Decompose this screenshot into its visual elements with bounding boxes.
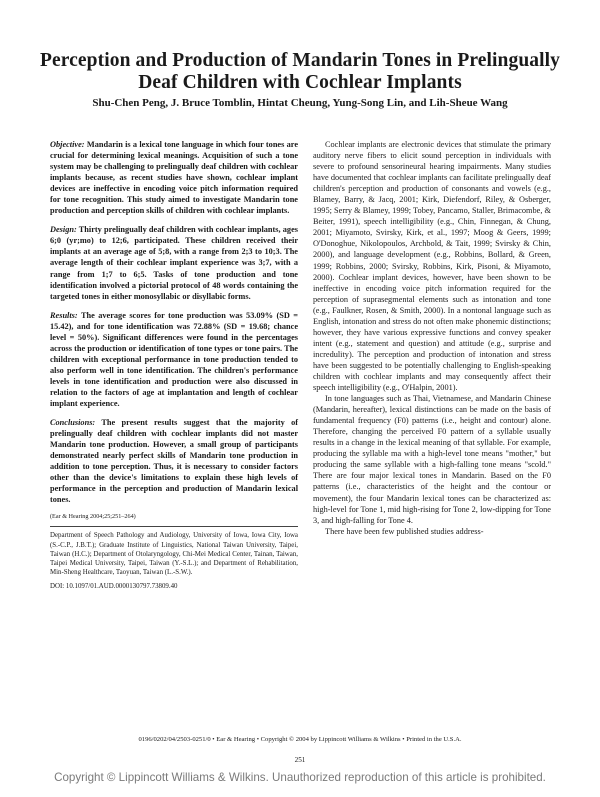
- conclusions-text: The present results suggest that the majority of prelingually deaf children with cochlear implants did not master Mandarin tone production. However, a small group of participants demonstrated nearly perfect skills of Mandarin tone production in addition to tone perception. Thus, it is necessary to consider factors other than the device's limitations to explain these high levels of performance in the perception and production of Mandarin lexical tones.: [50, 418, 298, 505]
- body-paragraph-3: There have been few published studies address-: [325, 526, 484, 536]
- abstract-conclusions: [50, 417, 298, 505]
- abstract-objective: [50, 139, 298, 216]
- design-label: Design:: [50, 225, 77, 235]
- issn-footer: 0196/0202/04/2503-0251/0 • Ear & Hearing • Copyright © 2004 by Lippincott Williams & Wilkins • Printed in the U.S.A.: [138, 736, 462, 743]
- copyright-notice: Copyright © Lippincott Williams & Wilkins. Unauthorized reproduction of this article is prohibited.: [54, 771, 546, 784]
- body-paragraph-1: Cochlear implants are electronic devices that stimulate the primary auditory nerve fibers to elicit sound perception in individuals with severe to profound sensorineural hearing impairments. Many studies have documented that cochlear implants can facilitate prelingually deaf children's perception and production of consonants and vowels (e.g., Blamey, Barry, & Jacq, 2001; Kirk, Diefendorf, Riley, & Osberger, 1995; Serry & Blamey, 1999; Tobey, Pancamo, Staller, Brimacombe, & Beiter, 1991), speech intelligibility (e.g., Chin, Finnegan, & Chung, 2001; Miyamoto, Svirsky, Kirk, et al., 1997; Moog & Geers, 1999; O'Donoghue, Nikolopoulos, Archbold, & Tait, 1999; Svirsky & Chin, 2000), and language development (e.g., Robbins, Bollard, & Green, 1999; Robbins, 2000; Svirsky, Robbins, Kirk, Pisoni, & Miyamoto, 2000). Cochlear implant devices, however, have been shown to be ineffective in encoding voice pitch information required for the perception of suprasegmental elements such as intonation and tone (e.g., Faulkner, Rosen, & Smith, 2000). In a nontonal language such as English, intonation and stress do not often make phonemic distinctions; however, they have various expressive functions and convey speaker intent (e.g., statement and question) and attitude (e.g., surprise and incredulity). The perception and production of intonation and stress have been suggested to be potentially challenging to English-speaking children with cochlear implants and may consequently affect their speech intelligibility (e.g., O'Halpin, 2001).: [313, 140, 551, 393]
- page-number: 251: [294, 756, 306, 764]
- body-column: [313, 139, 551, 537]
- design-text: Thirty prelingually deaf children with cochlear implants, ages 6;0 (yr;mo) to 12;6, participated. These children received their implants at an average age of 5;8, with a range from 2;3 to 10;3. The average length of their cochlear implant experience was 3;7, with a range from 1;7 to 6;5. Tasks of tone production and tone identification involved a pictorial protocol of 48 words containing the targeted tones in either monosyllabic or disyllabic forms.: [50, 225, 298, 301]
- results-text: The average scores for tone production was 53.09% (SD = 15.42), and for tone identification was 72.88% (SD = 19.68; chance level = 50%). Significant differences were found in the percentages across the production or identification of tone types or tone pairs. The children with exceptional performance in tone production tended to also perform well in tone identification. The children's performance levels in tone identification and production were also discussed in relation to the factors of age at implantation and length of cochlear implant experience.: [50, 310, 298, 409]
- objective-label: Objective:: [50, 140, 85, 149]
- body-paragraph-2: In tone languages such as Thai, Vietnamese, and Mandarin Chinese (Mandarin, hereafter), lexical distinctions can be made on the basis of fundamental frequency (F0) patterns (i.e., height and contour) alone. Therefore, changing the perceived F0 pattern of a syllable usually results in a change in the lexical meaning of that syllable. For example, producing the syllable ma with a high-level tone means "mother," but producing the same syllable with a high-falling tone means "scold." There are four major lexical tones in Mandarin. Based on the F0 patterns (i.e., characteristics of the height and the contour or movement), the four Mandarin lexical tones can be characterized as: high-level for Tone 1, mid high-rising for Tone 2, low-dipping for Tone 3, and high-falling for Tone 4.: [313, 394, 551, 525]
- abstract-results: [50, 310, 298, 409]
- doi-link[interactable]: DOI: 10.1097/01.AUD.0000130797.73809.40: [50, 583, 178, 591]
- author-list: Shu-Chen Peng, J. Bruce Tomblin, Hintat Cheung, Yung-Song Lin, and Lih-Sheue Wang: [92, 97, 508, 109]
- journal-citation: (Ear & Hearing 2004;25;251–264): [50, 513, 136, 521]
- author-affiliations: Department of Speech Pathology and Audiology, University of Iowa, Iowa City, Iowa (S.-C.P., J.B.T.); Graduate Institute of Linguistics, National Taiwan University, Taipei, Taiwan (H.C.); Department of Otolaryngology, Chi-Mei Medical Center, Tainan, Taiwan, Taipei Medical University, Taipei, Taiwan (Y.-S.L.); and Department of Rehabilitation, Min-Sheng Healthcare, Taoyuan, Taiwan (L.-S.W.).: [50, 532, 298, 577]
- article-title: Perception and Production of Mandarin Tones in Prelingually Deaf Children with Cochlear Implants: [39, 50, 560, 93]
- results-label: Results:: [50, 310, 78, 320]
- affiliation-divider: [50, 526, 298, 527]
- conclusions-label: Conclusions:: [50, 418, 96, 428]
- abstract-column: [50, 139, 298, 599]
- objective-text: Mandarin is a lexical tone language in which four tones are crucial for determining lexical meanings. Acquisition of such a tone system may be challenging to prelingually deaf children with cochlear implants because, as recent studies have shown, cochlear implant devices are ineffective in encoding voice pitch information required for tone recognition. This study aimed to investigate Mandarin tone production and perception skills of children with cochlear implants.: [50, 140, 298, 216]
- abstract-design: [50, 224, 298, 301]
